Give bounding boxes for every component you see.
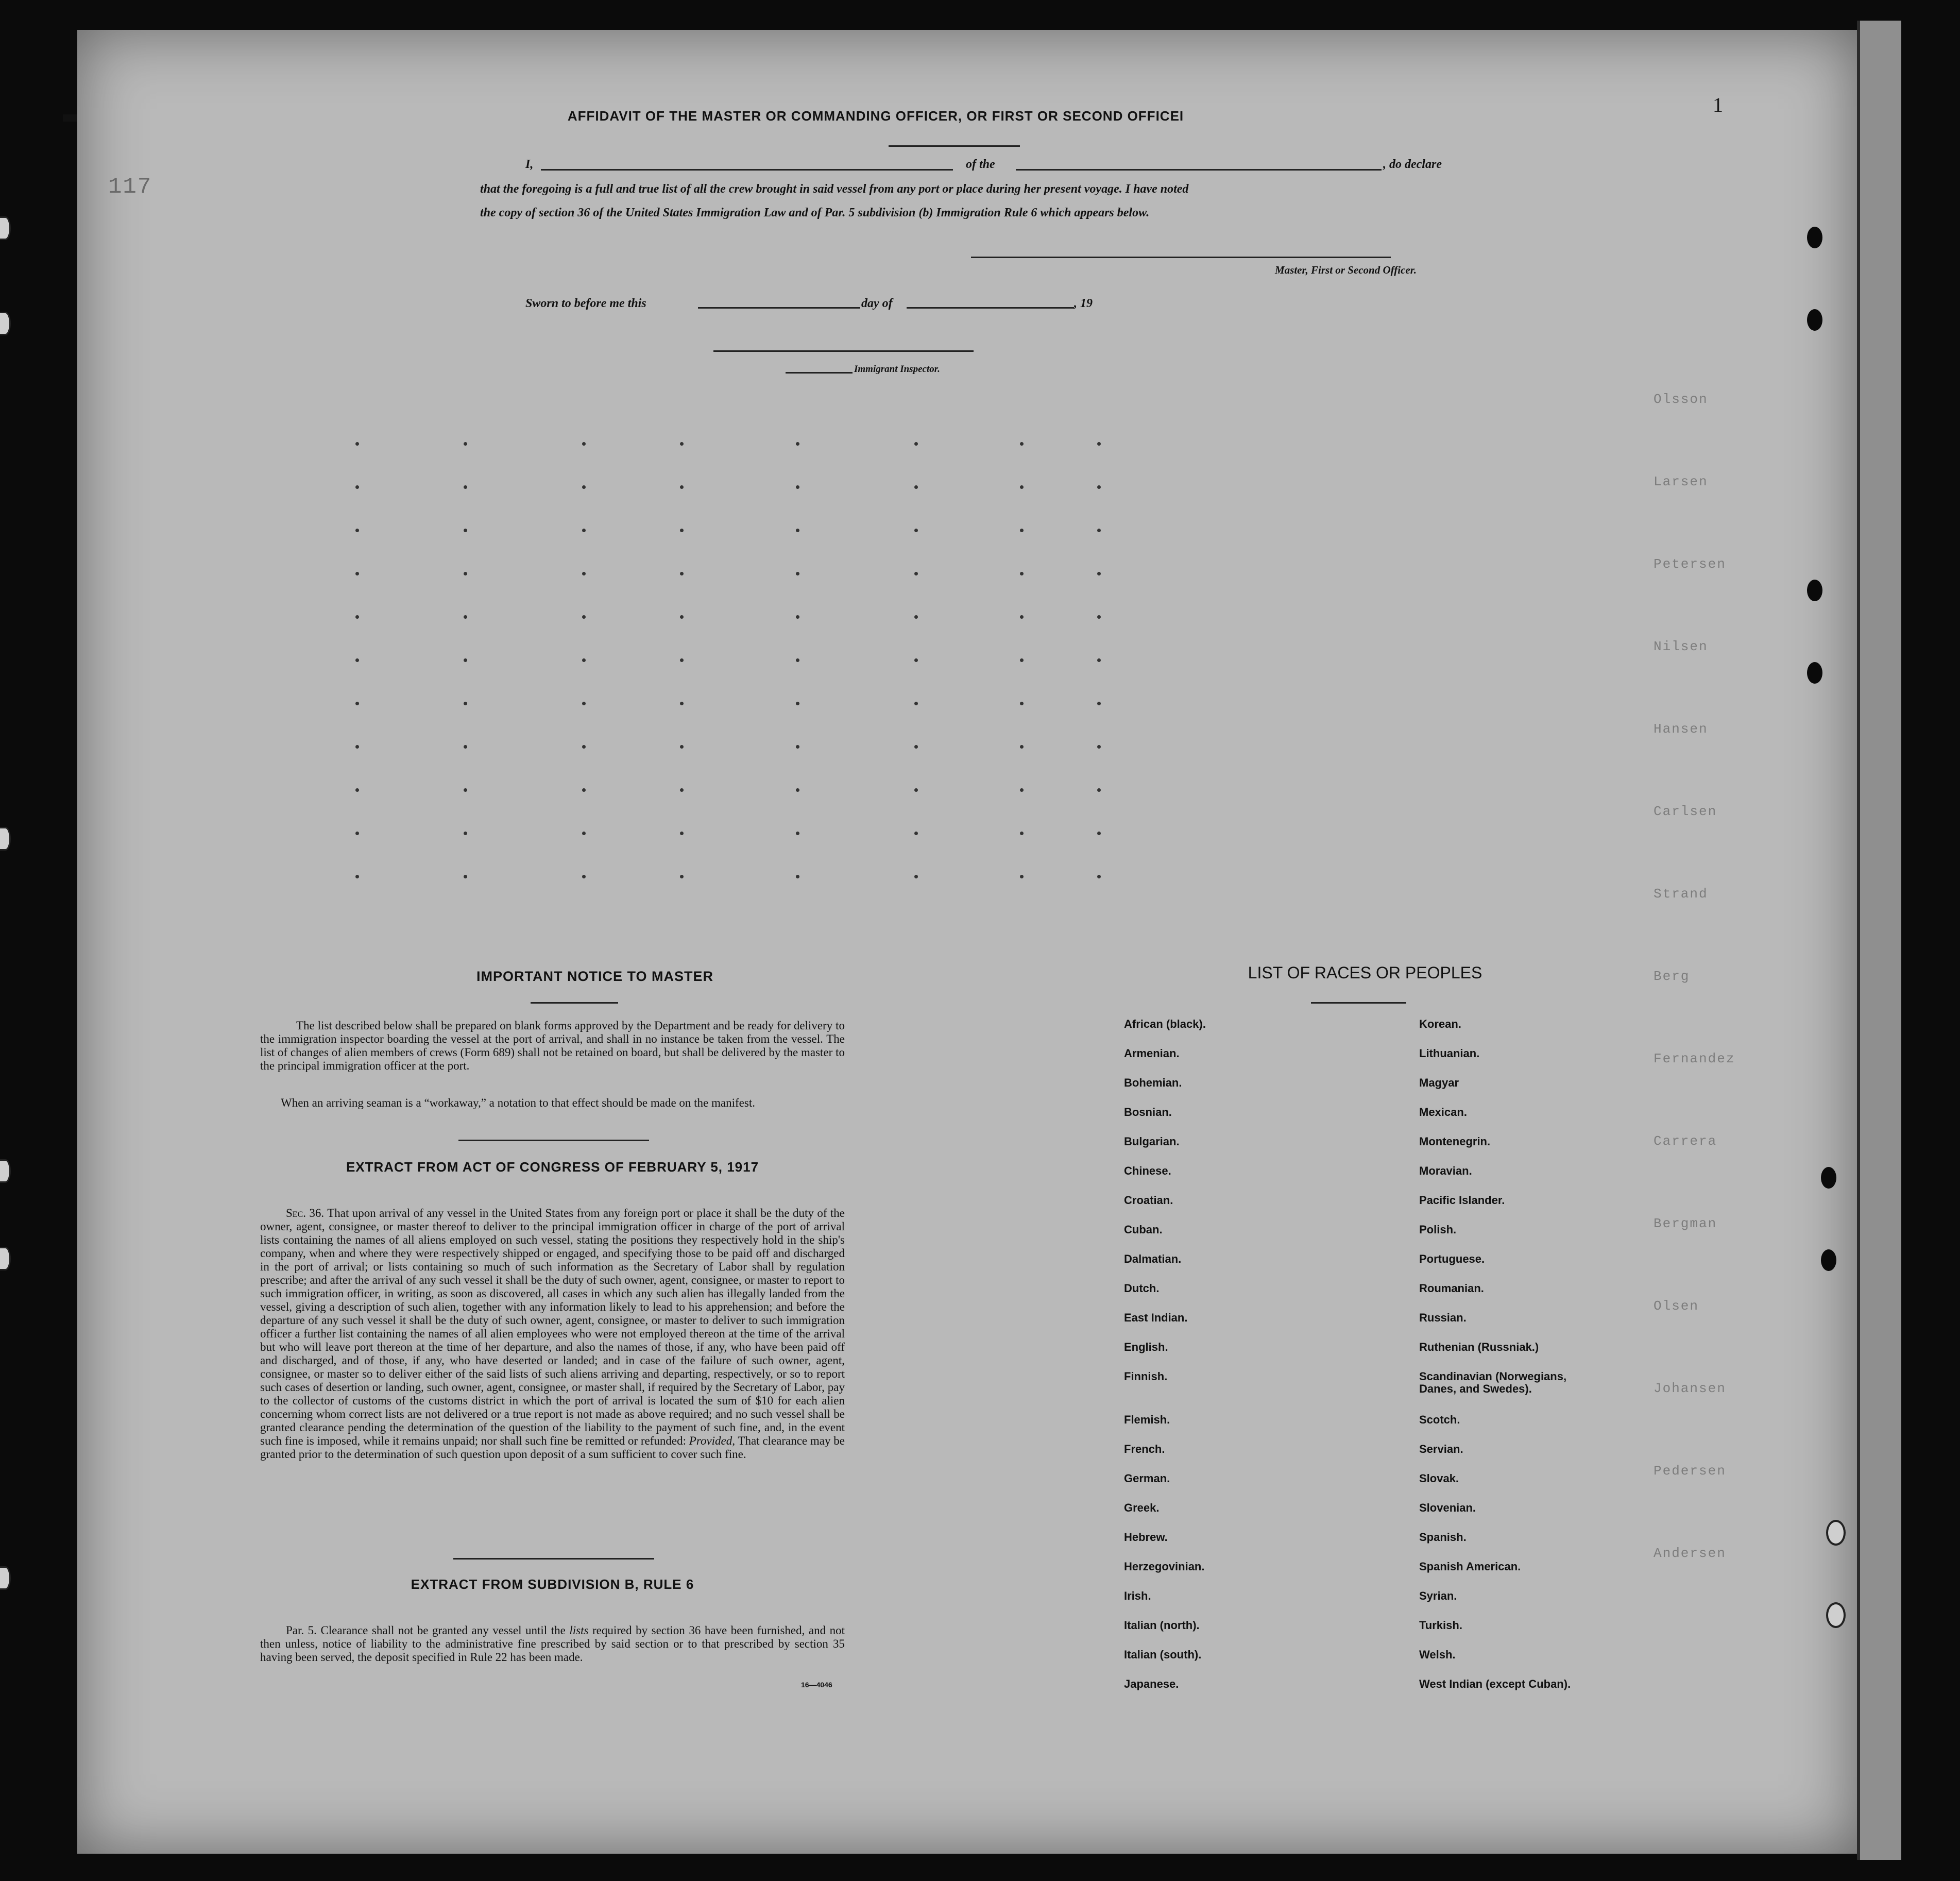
bleed-through-name: Berg xyxy=(1654,969,1690,984)
section-text-end: That clearance may be granted prior to the determination of such question upon deposit of a sum sufficient to cover such fine. xyxy=(260,1434,845,1461)
race-item: Finnish. xyxy=(1124,1370,1168,1383)
ditto-dot xyxy=(355,788,359,792)
race-item: Portuguese. xyxy=(1419,1252,1485,1265)
punch-hole xyxy=(1821,1167,1836,1189)
ditto-dot xyxy=(355,658,359,662)
sworn-day-line[interactable] xyxy=(698,307,860,309)
punch-hole xyxy=(1821,1249,1836,1271)
margin-number: 117 xyxy=(108,174,152,200)
race-item: Greek. xyxy=(1124,1501,1160,1514)
race-item: East Indian. xyxy=(1124,1311,1188,1324)
notice-title: IMPORTANT NOTICE TO MASTER xyxy=(476,969,713,984)
ditto-dot xyxy=(1097,442,1101,446)
ditto-dot xyxy=(355,572,359,575)
ditto-dot xyxy=(582,788,586,792)
ditto-dot xyxy=(355,875,359,878)
bleed-through-name: Nilsen xyxy=(1654,639,1708,654)
ditto-dot xyxy=(914,658,918,662)
section-label: Sec. 36. xyxy=(286,1207,325,1219)
margin-tick xyxy=(63,114,77,122)
punch-hole xyxy=(1807,309,1822,331)
rule-text-a: Par. 5. Clearance shall not be granted any vessel until the xyxy=(286,1624,566,1637)
ditto-dot xyxy=(582,485,586,489)
ditto-dot xyxy=(355,442,359,446)
punch-hole xyxy=(0,216,11,240)
ditto-dot xyxy=(1097,658,1101,662)
bleed-through-name: Fernandez xyxy=(1654,1051,1735,1066)
affidavit-of-the-label: of the xyxy=(966,158,995,171)
ditto-dot xyxy=(1020,529,1024,532)
bleed-through-name: Olsen xyxy=(1654,1298,1699,1314)
ditto-dot xyxy=(582,529,586,532)
ditto-dot xyxy=(680,658,684,662)
race-item: Chinese. xyxy=(1124,1164,1171,1177)
race-item: African (black). xyxy=(1124,1018,1206,1030)
race-item: Bulgarian. xyxy=(1124,1135,1180,1148)
signature-line[interactable] xyxy=(971,257,1391,258)
ditto-dot xyxy=(464,658,467,662)
bleed-through-name: Bergman xyxy=(1654,1216,1717,1231)
lists-word: lists xyxy=(569,1624,589,1637)
ditto-dot xyxy=(464,615,467,619)
race-item: Bosnian. xyxy=(1124,1106,1172,1119)
ditto-dot xyxy=(1097,875,1101,878)
ditto-dot xyxy=(914,745,918,749)
ditto-dot xyxy=(914,702,918,705)
ditto-dot xyxy=(464,832,467,835)
races-title: LIST OF RACES OR PEOPLES xyxy=(1248,963,1482,982)
ditto-dot xyxy=(355,745,359,749)
provided-label: Provided, xyxy=(689,1434,736,1447)
form-number: 16—4046 xyxy=(801,1681,832,1689)
ditto-dot xyxy=(680,485,684,489)
affidavit-line-2: that the foregoing is a full and true list of all the crew brought in said vessel from any port or place during her present voyage. I have noted xyxy=(480,182,1189,196)
race-item: West Indian (except Cuban). xyxy=(1419,1677,1571,1690)
ditto-dot xyxy=(1097,615,1101,619)
race-item: Dutch. xyxy=(1124,1282,1160,1295)
ditto-dot xyxy=(1097,832,1101,835)
ditto-dot xyxy=(1097,788,1101,792)
race-item: English. xyxy=(1124,1341,1168,1353)
divider xyxy=(889,145,1020,147)
punch-hole xyxy=(1807,227,1822,248)
race-item: Russian. xyxy=(1419,1311,1467,1324)
ditto-dot xyxy=(1097,572,1101,575)
race-item: Armenian. xyxy=(1124,1047,1180,1060)
race-item: Slovenian. xyxy=(1419,1501,1476,1514)
race-item: Welsh. xyxy=(1419,1648,1456,1661)
divider xyxy=(531,1002,618,1004)
inspector-line[interactable] xyxy=(713,350,974,352)
ditto-dot xyxy=(796,615,799,619)
ditto-dot xyxy=(582,572,586,575)
sworn-label: Sworn to before me this xyxy=(525,297,646,310)
ditto-dot xyxy=(582,875,586,878)
ditto-dot xyxy=(796,572,799,575)
ditto-dot xyxy=(1097,529,1101,532)
ditto-dot xyxy=(680,832,684,835)
ditto-dot xyxy=(914,485,918,489)
race-item: Syrian. xyxy=(1419,1589,1457,1602)
divider xyxy=(458,1140,649,1141)
race-item: French. xyxy=(1124,1443,1165,1455)
ditto-dot xyxy=(1097,745,1101,749)
affidavit-i-label: I, xyxy=(525,158,534,171)
ditto-dot xyxy=(355,615,359,619)
extract-act-title: EXTRACT FROM ACT OF CONGRESS OF FEBRUARY 5, 1917 xyxy=(346,1159,759,1175)
punch-hole xyxy=(0,1566,11,1590)
race-item: Moravian. xyxy=(1419,1164,1472,1177)
race-item: Servian. xyxy=(1419,1443,1463,1455)
ditto-dot xyxy=(914,572,918,575)
race-item: Korean. xyxy=(1419,1018,1461,1030)
ditto-dot xyxy=(582,832,586,835)
ditto-dot xyxy=(582,442,586,446)
race-item: Italian (north). xyxy=(1124,1619,1200,1632)
punch-hole xyxy=(0,312,11,335)
ditto-dot xyxy=(796,832,799,835)
race-item: Japanese. xyxy=(1124,1677,1179,1690)
ditto-dot xyxy=(355,702,359,705)
ditto-dot xyxy=(1020,658,1024,662)
bleed-through-name: Pedersen xyxy=(1654,1463,1726,1479)
ditto-dot xyxy=(796,529,799,532)
bleed-through-name: Larsen xyxy=(1654,474,1708,489)
bleed-through-name: Olsson xyxy=(1654,392,1708,407)
rule-text-b: required by section 36 have been furnished, and not then unless, notice of liability to the administrative fine prescribed by said section or to that prescribed by section 35 having been served, the deposit specified in Rule 22 has been made. xyxy=(260,1624,845,1664)
ditto-dot xyxy=(1020,745,1024,749)
notice-paragraph-2: When an arriving seaman is a “workaway,” a notation to that effect should be made on the manifest. xyxy=(281,1096,755,1109)
race-item: Ruthenian (Russniak.) xyxy=(1419,1341,1539,1353)
race-item: Croatian. xyxy=(1124,1194,1173,1207)
bleed-through-name: Carrera xyxy=(1654,1133,1717,1149)
ditto-dot xyxy=(796,745,799,749)
bleed-through-name: Strand xyxy=(1654,886,1708,902)
race-item: Montenegrin. xyxy=(1419,1135,1491,1148)
ditto-dot xyxy=(464,442,467,446)
divider xyxy=(1311,1002,1406,1004)
ditto-dot xyxy=(1097,485,1101,489)
bleed-through-name: Carlsen xyxy=(1654,804,1717,819)
race-item: Spanish American. xyxy=(1419,1560,1521,1573)
ditto-dot xyxy=(1020,615,1024,619)
ditto-dot xyxy=(680,745,684,749)
race-item: Spanish. xyxy=(1419,1531,1467,1544)
punch-hole xyxy=(1826,1602,1846,1628)
bleed-through-name: Andersen xyxy=(1654,1546,1726,1561)
race-item: Bohemian. xyxy=(1124,1076,1182,1089)
ditto-dot xyxy=(680,529,684,532)
ditto-dot xyxy=(914,832,918,835)
ditto-dot xyxy=(355,485,359,489)
inspector-short-line xyxy=(786,372,853,374)
race-item: Irish. xyxy=(1124,1589,1151,1602)
ditto-dot xyxy=(680,442,684,446)
ditto-dot xyxy=(464,875,467,878)
day-of-label: day of xyxy=(861,297,893,310)
affidavit-line-3: the copy of section 36 of the United States Immigration Law and of Par. 5 subdivision (b) Immigration Rule 6 which appears below. xyxy=(480,206,1150,219)
section-text: That upon arrival of any vessel in the United States from any foreign port or place it shall be the duty of the owner, agent, consignee, or master thereof to deliver to the principal immigration officer in charge of the port of arrival lists containing the names of all aliens employed on such vessel, stating the positions they respectively hold in the ship's company, when and where they were respectively shipped or engaged, and specifying those to be paid off and discharged in the port of arrival; or lists containing so much of such information as the Secretary of Labor shall by regulation prescribe; and after the arrival of any such vessel it shall be the duty of such owner, agent, consignee, or master to report to such immigration officer, in writing, as soon as discovered, all cases in which any such alien has illegally landed from the vessel, giving a description of such alien, together with any information likely to lead to his apprehension; and before the departure of any such vessel it shall be the duty of such owner, agent, consignee, or master to deliver to such immigration officer a further list containing the names of all alien employees who were not employed thereon at the time of the arrival but who will leave port thereon at the time of her departure, and also the names of those, if any, who have been paid off and discharged, and of those, if any, who have deserted or landed; and in case of the failure of such owner, agent, consignee, or master so to deliver either of the said lists of such aliens arriving and departing, respectively, or so to report such cases of desertion or landing, such owner, agent, consignee, or master shall, if required by the Secretary of Labor, pay to the collector of customs of the customs district in which the port of arrival is located the sum of $10 for each alien concerning whom correct lists are not delivered or a true report is not made as above required; and no such vessel shall be granted clearance pending the determination of the question of the liability to the payment of such fine, and, in the event such fine is imposed, while it remains unpaid; nor shall such fine be remitted or refunded: xyxy=(260,1207,845,1447)
ditto-dot xyxy=(796,485,799,489)
extract-rule-text xyxy=(260,1624,845,1664)
ditto-dot xyxy=(1020,875,1024,878)
ditto-dot xyxy=(680,788,684,792)
ditto-dot xyxy=(1020,485,1024,489)
race-item: Flemish. xyxy=(1124,1413,1170,1426)
race-item: Scotch. xyxy=(1419,1413,1460,1426)
punch-hole xyxy=(1807,580,1822,601)
race-item: Cuban. xyxy=(1124,1223,1163,1236)
race-item: Scandinavian (Norwegians, Danes, and Swedes). xyxy=(1419,1370,1567,1395)
ditto-dot xyxy=(582,658,586,662)
ditto-dot xyxy=(680,572,684,575)
punch-hole xyxy=(1807,662,1822,684)
punch-hole xyxy=(0,1247,11,1270)
bleed-through-name: Petersen xyxy=(1654,556,1726,572)
ditto-dot xyxy=(796,658,799,662)
bleed-through-name: Johansen xyxy=(1654,1381,1726,1396)
year-label: , 19 xyxy=(1074,297,1093,310)
ditto-dot xyxy=(1020,832,1024,835)
extract-act-text xyxy=(260,1207,845,1461)
inspector-caption: Immigrant Inspector. xyxy=(854,364,940,375)
ditto-dot xyxy=(680,615,684,619)
race-item: Hebrew. xyxy=(1124,1531,1168,1544)
signature-caption: Master, First or Second Officer. xyxy=(1275,264,1417,276)
ditto-dot xyxy=(464,745,467,749)
ditto-dot xyxy=(464,485,467,489)
affidavit-name-line[interactable] xyxy=(541,169,953,171)
race-item: Turkish. xyxy=(1419,1619,1462,1632)
extract-rule-title: EXTRACT FROM SUBDIVISION B, RULE 6 xyxy=(411,1577,694,1592)
bleed-through-name: Hansen xyxy=(1654,721,1708,737)
affidavit-title: AFFIDAVIT OF THE MASTER OR COMMANDING OFFICER, OR FIRST OR SECOND OFFICEI xyxy=(567,108,1184,124)
ditto-dot xyxy=(464,529,467,532)
race-item: Polish. xyxy=(1419,1223,1457,1236)
race-item: Herzegovinian. xyxy=(1124,1560,1205,1573)
punch-hole xyxy=(0,827,11,851)
race-item: Lithuanian. xyxy=(1419,1047,1480,1060)
ditto-dot xyxy=(1020,572,1024,575)
ditto-dot xyxy=(1097,702,1101,705)
ditto-dot xyxy=(796,788,799,792)
ditto-dot xyxy=(355,832,359,835)
ditto-dot xyxy=(914,615,918,619)
ditto-dot xyxy=(680,702,684,705)
punch-hole xyxy=(1826,1520,1846,1546)
ditto-dot xyxy=(464,788,467,792)
race-item: Roumanian. xyxy=(1419,1282,1484,1295)
affidavit-do-declare: , do declare xyxy=(1383,158,1442,171)
notice-paragraph-1: The list described below shall be prepared on blank forms approved by the Department and be ready for delivery to the immigration inspector boarding the vessel at the port of arrival, and shall in no instance be taken from the vessel. The list of changes of alien members of crews (Form 689) shall not be retained on board, but shall be delivered by the master to the principal immigration officer at the port. xyxy=(260,1019,845,1072)
race-item: Italian (south). xyxy=(1124,1648,1202,1661)
ditto-dot xyxy=(914,442,918,446)
ditto-dot xyxy=(464,702,467,705)
race-item: German. xyxy=(1124,1472,1170,1485)
ditto-dot xyxy=(1020,442,1024,446)
page-edge-strip xyxy=(1857,21,1901,1860)
punch-hole xyxy=(0,1159,11,1183)
ditto-dot xyxy=(914,788,918,792)
race-item: Magyar xyxy=(1419,1076,1459,1089)
race-item: Slovak. xyxy=(1419,1472,1459,1485)
ditto-dot xyxy=(680,875,684,878)
race-item: Dalmatian. xyxy=(1124,1252,1182,1265)
ditto-dot xyxy=(582,745,586,749)
ditto-dot xyxy=(796,875,799,878)
ditto-dot xyxy=(796,442,799,446)
ditto-dot xyxy=(914,529,918,532)
ditto-dot xyxy=(914,875,918,878)
ditto-dot xyxy=(582,615,586,619)
race-item: Pacific Islander. xyxy=(1419,1194,1505,1207)
ditto-dot xyxy=(796,702,799,705)
divider xyxy=(453,1558,654,1560)
ditto-dot xyxy=(355,529,359,532)
sworn-month-line[interactable] xyxy=(907,307,1074,309)
ditto-dot xyxy=(582,702,586,705)
ditto-dot xyxy=(1020,788,1024,792)
race-item: Mexican. xyxy=(1419,1106,1467,1119)
corner-mark: 1 xyxy=(1713,93,1723,116)
ditto-dot xyxy=(464,572,467,575)
affidavit-vessel-line[interactable] xyxy=(1016,169,1382,171)
ditto-dot xyxy=(1020,702,1024,705)
